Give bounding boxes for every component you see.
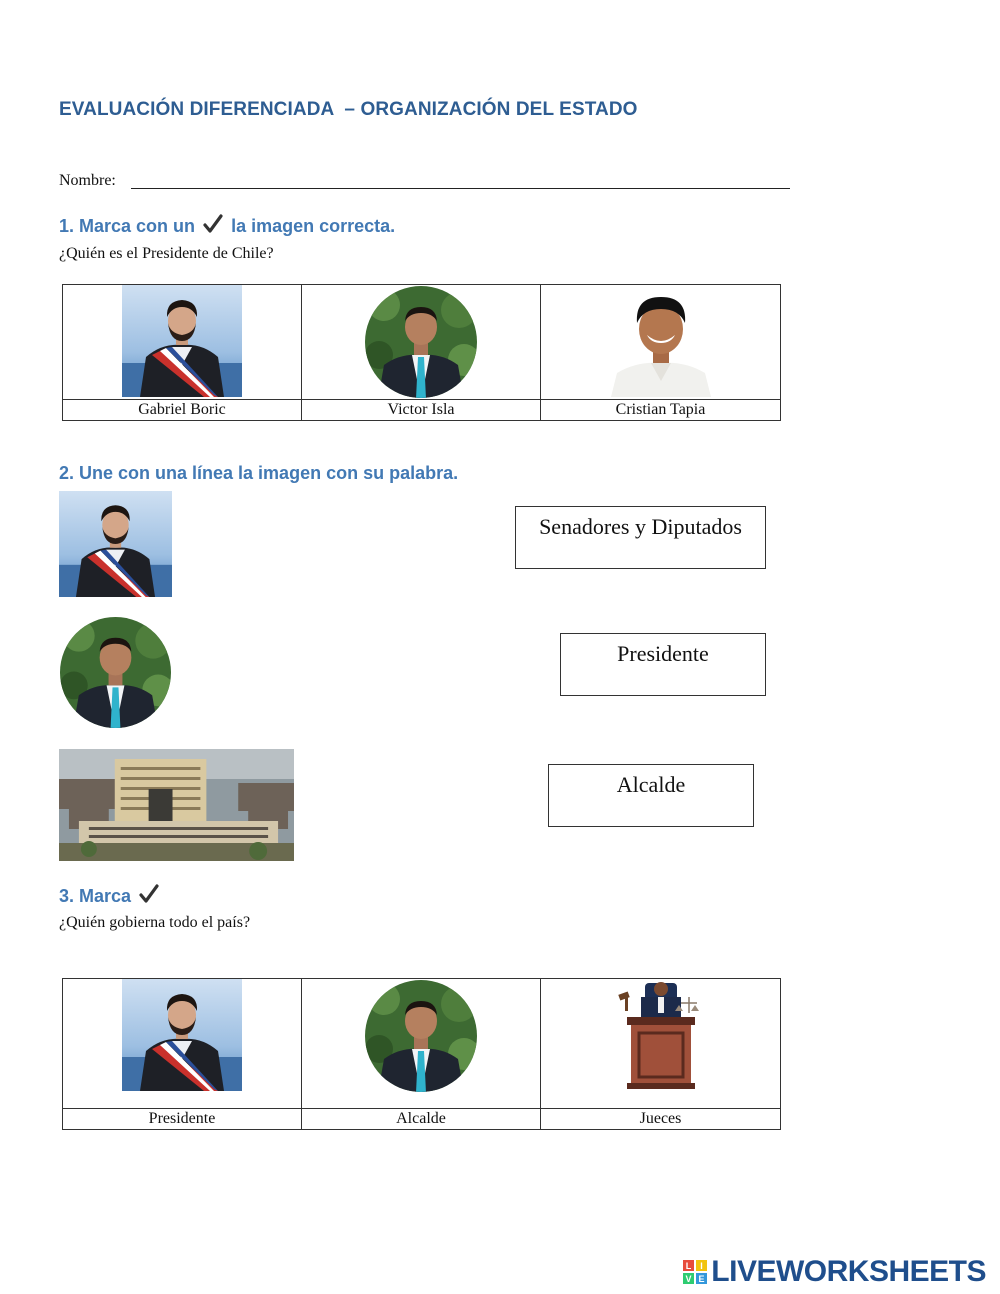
q1-heading <box>59 214 395 239</box>
mayor-photo <box>364 979 478 1093</box>
q3-option-3[interactable] <box>541 979 781 1109</box>
q2-mayor-photo[interactable] <box>59 616 172 729</box>
man-photo <box>601 285 721 397</box>
president-photo <box>122 979 242 1091</box>
q3-caption-3: Jueces <box>541 1109 781 1130</box>
svg-text:V: V <box>685 1274 692 1284</box>
name-label: Nombre: <box>59 172 116 189</box>
q3-heading-prefix: 3. Marca <box>59 886 132 906</box>
check-icon <box>139 884 159 909</box>
word-box-alcalde[interactable]: Alcalde <box>548 764 754 827</box>
judge-illustration <box>611 979 711 1091</box>
mayor-photo <box>364 285 478 399</box>
svg-text:E: E <box>698 1274 705 1284</box>
q3-caption-1: Presidente <box>63 1109 302 1130</box>
word-box-senadores[interactable]: Senadores y Diputados <box>515 506 766 569</box>
q1-option-1[interactable] <box>63 285 302 400</box>
check-icon <box>203 214 223 239</box>
liveworksheets-logo <box>683 1255 986 1289</box>
q2-president-photo[interactable] <box>59 491 172 597</box>
q1-option-2[interactable] <box>302 285 541 400</box>
svg-text:L: L <box>686 1261 692 1271</box>
svg-text:I: I <box>700 1261 704 1271</box>
word-box-presidente[interactable]: Presidente <box>560 633 766 696</box>
q1-caption-1: Gabriel Boric <box>63 400 302 421</box>
name-field-row <box>59 172 116 190</box>
q3-heading <box>59 884 162 909</box>
q1-image-table <box>62 284 781 421</box>
q1-caption-2: Victor Isla <box>302 400 541 421</box>
page-title: EVALUACIÓN DIFERENCIADA – ORGANIZACIÓN DEL ESTADO <box>59 99 638 120</box>
q1-caption-3: Cristian Tapia <box>541 400 781 421</box>
president-photo <box>122 285 242 397</box>
q3-option-1[interactable] <box>63 979 302 1109</box>
q1-heading-suffix: la imagen correcta. <box>231 216 396 236</box>
name-input-line[interactable] <box>131 188 790 189</box>
q2-heading: 2. Une con una línea la imagen con su palabra. <box>59 463 459 483</box>
logo-text: LIVEWORKSHEETS <box>711 1255 986 1288</box>
q2-congress-photo[interactable] <box>59 749 294 861</box>
q3-caption-2: Alcalde <box>302 1109 541 1130</box>
q1-heading-prefix: 1. Marca con un <box>59 216 196 236</box>
logo-badge-icon <box>683 1260 707 1284</box>
q3-option-2[interactable] <box>302 979 541 1109</box>
q3-image-table <box>62 978 781 1130</box>
q1-question: ¿Quién es el Presidente de Chile? <box>59 245 274 262</box>
q3-question: ¿Quién gobierna todo el país? <box>59 914 251 931</box>
q1-option-3[interactable] <box>541 285 781 400</box>
